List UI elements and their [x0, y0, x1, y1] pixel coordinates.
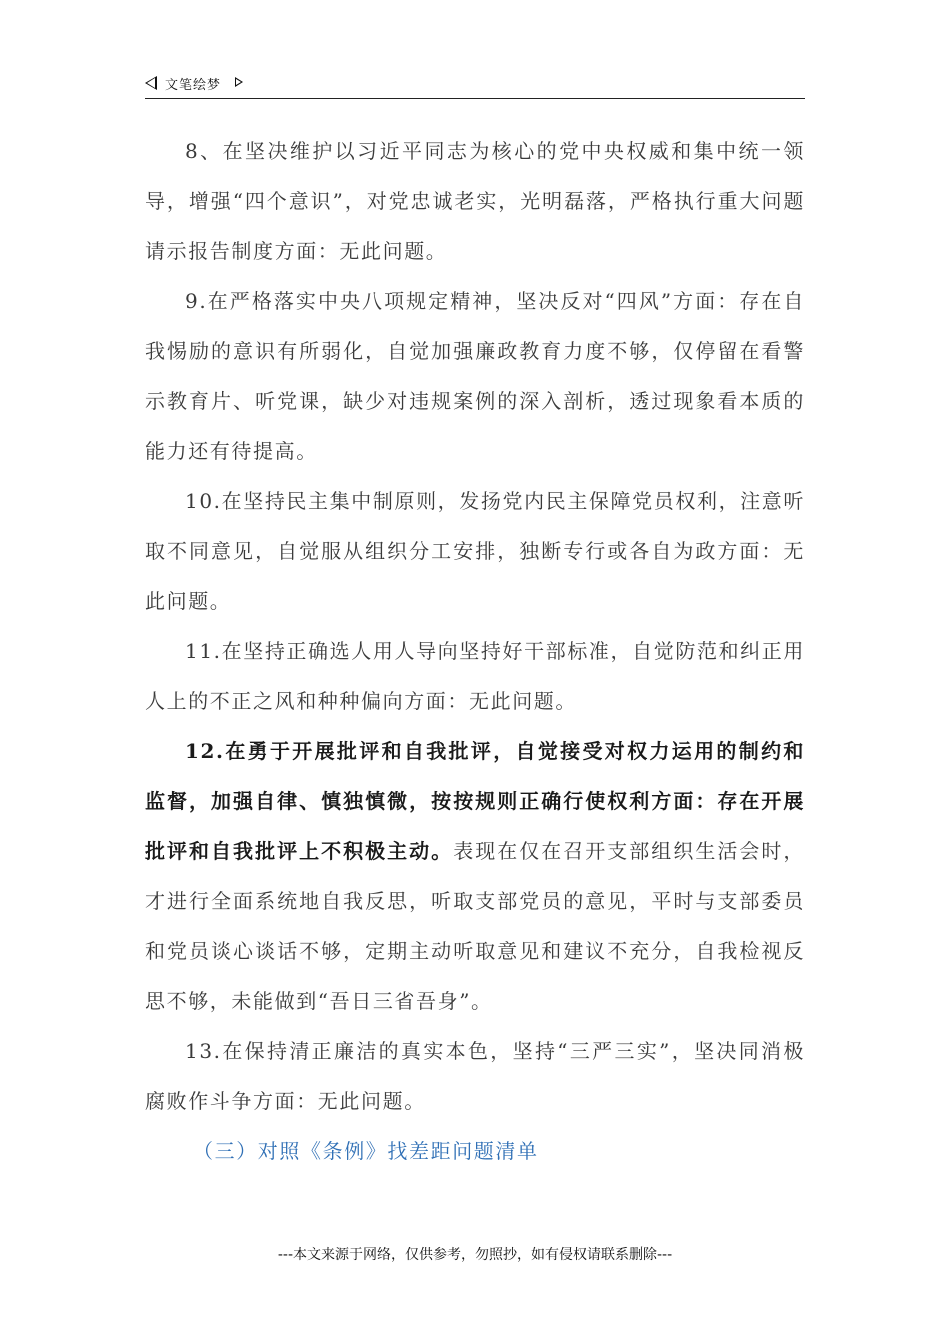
paragraph-13: 13.在保持清正廉洁的真实本色，坚持“三严三实”，坚决同消极腐败作斗争方面：无此问题。 — [145, 1039, 805, 1113]
paragraph-12-bold-lead: 12.在勇于开展批评和自我批评，自觉接受对权力运用的制约和监督，加强自律、慎独慎微，按按规则正确行使权利方面：存在开展批评和自我批评上不积极主动。 — [145, 739, 805, 863]
paragraph-8: 8、在坚决维护以习近平同志为核心的党中央权威和集中统一领导，增强“四个意识”，对党忠诚老实，光明磊落，严格执行重大问题请示报告制度方面：无此问题。 — [145, 139, 805, 263]
brand-name: 文笔绘梦 — [165, 78, 222, 93]
paragraph-10: 10.在坚持民主集中制原则，发扬党内民主保障党员权利，注意听取不同意见，自觉服从组织分工安排，独断专行或各自为政方面：无此问题。 — [145, 489, 805, 613]
triangle-left-icon — [145, 76, 157, 90]
document-body — [145, 126, 805, 1176]
page-header — [145, 72, 805, 99]
triangle-right-icon — [235, 77, 243, 87]
paragraph-9: 9.在严格落实中央八项规定精神，坚决反对“四风”方面：存在自我惕励的意识有所弱化，自觉加强廉政教育力度不够，仅停留在看警示教育片、听党课，缺少对违规案例的深入剖析，透过现象看本质的能力还有待提高。 — [145, 289, 805, 463]
footer-disclaimer: ---本文来源于网络，仅供参考，勿照抄，如有侵权请联系删除--- — [277, 1247, 673, 1263]
paragraph-11: 11.在坚持正确选人用人导向坚持好干部标准，自觉防范和纠正用人上的不正之风和种种偏向方面：无此问题。 — [145, 639, 805, 713]
section-heading: （三）对照《条例》找差距问题清单 — [193, 1139, 539, 1163]
paragraph-12 — [145, 726, 805, 1026]
paragraph-12-body: 表现在仅在召开支部组织生活会时，才进行全面系统地自我反思，听取支部党员的意见，平时与支部委员和党员谈心谈话不够，定期主动听取意见和建议不充分，自我检视反思不够，未能做到“吾日三省吾身”。 — [145, 839, 805, 1013]
